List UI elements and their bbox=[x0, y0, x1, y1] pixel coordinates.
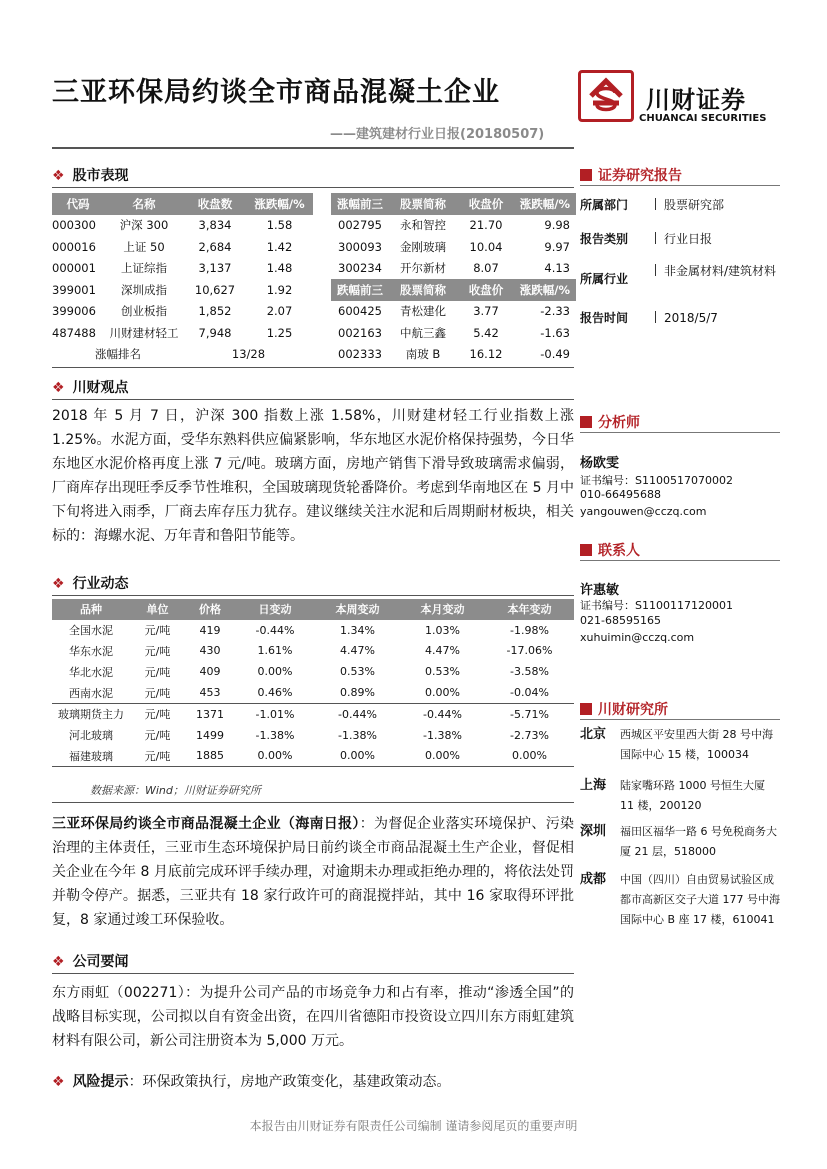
stock-close: 16.12 bbox=[469, 347, 503, 362]
square-bullet-icon bbox=[580, 169, 592, 181]
daily-change: 0.46% bbox=[257, 686, 293, 700]
table-row bbox=[52, 746, 574, 767]
sidebar-divider bbox=[580, 432, 780, 433]
yearly-change: -2.73% bbox=[510, 728, 549, 742]
diamond-bullet-icon: ❖ bbox=[52, 576, 65, 592]
industry-news-paragraph bbox=[52, 812, 574, 932]
index-code: 399006 bbox=[52, 304, 96, 319]
unit: 元/吨 bbox=[144, 686, 171, 700]
index-name: 沪深 300 bbox=[119, 218, 169, 233]
sidebar-divider bbox=[580, 560, 780, 561]
index-code: 487488 bbox=[52, 325, 96, 340]
analyst-name: 杨欧雯 bbox=[580, 456, 620, 471]
price: 453 bbox=[199, 686, 221, 700]
table-row bbox=[52, 703, 574, 724]
contact-email[interactable]: xuhuimin@cczq.com bbox=[580, 631, 695, 644]
table-row bbox=[331, 236, 576, 258]
monthly-change: -1.38% bbox=[423, 728, 462, 742]
column-header: 涨幅前三 bbox=[331, 193, 389, 215]
index-change: 1.58 bbox=[266, 218, 293, 233]
page-title: 三亚环保局约谈全市商品混凝土企业 bbox=[52, 77, 500, 108]
stock-code: 002333 bbox=[338, 347, 382, 362]
unit: 元/吨 bbox=[144, 729, 171, 743]
column-header: 本年变动 bbox=[485, 599, 574, 620]
square-bullet-icon bbox=[580, 703, 592, 715]
monthly-change: 0.00% bbox=[425, 749, 460, 763]
stock-close: 21.70 bbox=[469, 218, 503, 233]
table-row bbox=[331, 215, 576, 237]
stock-close: 8.07 bbox=[473, 261, 499, 276]
sidebar-institute-title: 川财研究所 bbox=[598, 702, 668, 718]
table-row bbox=[331, 322, 576, 344]
logo-english-text: CHUANCAI SECURITIES bbox=[639, 113, 767, 124]
info-label: 报告类别 bbox=[580, 232, 629, 246]
stock-close: 10.04 bbox=[469, 239, 503, 254]
rank-value: 13/28 bbox=[231, 347, 266, 362]
section-industry-title: 行业动态 bbox=[72, 576, 129, 592]
weekly-change: -1.38% bbox=[338, 728, 377, 742]
table-row bbox=[331, 344, 576, 366]
column-header: 价格 bbox=[185, 599, 235, 620]
stock-name: 金刚玻璃 bbox=[400, 239, 446, 254]
column-header: 品种 bbox=[52, 599, 130, 620]
column-header: 本周变动 bbox=[315, 599, 400, 620]
index-change: 1.25 bbox=[266, 325, 293, 340]
risk-label: 风险提示 bbox=[72, 1074, 129, 1090]
product-name: 玻璃期货主力 bbox=[58, 708, 124, 722]
risk-line bbox=[52, 1071, 451, 1091]
stock-code: 300234 bbox=[338, 261, 382, 276]
column-header: 名称 bbox=[104, 193, 184, 215]
info-value: 非金属材料/建筑材料 bbox=[655, 262, 780, 280]
weekly-change: 4.47% bbox=[340, 644, 375, 658]
index-name: 创业板指 bbox=[121, 304, 167, 319]
info-label: 所属行业 bbox=[580, 272, 629, 286]
section-divider bbox=[52, 802, 574, 803]
section-market-heading bbox=[52, 165, 129, 185]
sidebar-report-title: 证券研究报告 bbox=[598, 168, 682, 184]
diamond-bullet-icon: ❖ bbox=[52, 380, 65, 396]
analyst-phone: 010-66495688 bbox=[580, 488, 661, 501]
table-bottom-divider bbox=[52, 367, 574, 368]
price: 1885 bbox=[196, 749, 224, 763]
stock-change: -0.49 bbox=[540, 347, 570, 362]
index-name: 深圳成指 bbox=[121, 282, 167, 297]
table-header-row bbox=[52, 193, 313, 215]
yearly-change: -17.06% bbox=[506, 644, 553, 658]
unit: 元/吨 bbox=[144, 749, 171, 763]
table-row bbox=[52, 258, 313, 280]
footer-disclaimer: 本报告由川财证券有限责任公司编制 谨请参阅尾页的重要声明 bbox=[249, 1119, 578, 1133]
section-industry-heading bbox=[52, 573, 129, 593]
product-name: 华东水泥 bbox=[69, 644, 113, 658]
table-row bbox=[52, 322, 313, 344]
stock-name: 中航三鑫 bbox=[400, 325, 446, 340]
yearly-change: -1.98% bbox=[510, 623, 549, 637]
sidebar-divider bbox=[580, 185, 780, 186]
stock-code: 002163 bbox=[338, 325, 382, 340]
table-header-row bbox=[331, 193, 576, 215]
diamond-bullet-icon: ❖ bbox=[52, 954, 65, 970]
info-value: 2018/5/7 bbox=[655, 311, 718, 325]
unit: 元/吨 bbox=[144, 708, 171, 722]
contact-phone: 021-68595165 bbox=[580, 614, 661, 627]
unit: 元/吨 bbox=[144, 644, 171, 658]
sidebar-analyst-heading bbox=[580, 412, 640, 432]
column-header: 收盘价 bbox=[457, 193, 515, 215]
column-header: 跌幅前三 bbox=[331, 279, 389, 301]
sidebar-divider bbox=[580, 719, 780, 720]
view-paragraph: 2018 年 5 月 7 日，沪深 300 指数上涨 1.58%，川财建材轻工行业指数上涨 1.25%。水泥方面，受华东熟料供应偏紧影响，华东地区水泥价格保持强势，今日华东地区水泥价格再度上涨 7 元/吨。玻璃方面，房地产销售下滑导致玻璃需求偏弱，厂商库存出现旺季反季节性堆积，全国玻璃现货轮番降价。考虑到华南地区在 5 月中下旬将进入雨季，厂商去库存压力犹存。建议继续关注水泥和后周期耐材板块，相关标的：海螺水泥、万年青和鲁阳节能等。 bbox=[52, 408, 574, 544]
risk-text: ：环保政策执行，房地产政策变化，基建政策动态。 bbox=[128, 1074, 451, 1090]
stock-change: 4.13 bbox=[544, 261, 570, 276]
weekly-change: -0.44% bbox=[338, 707, 377, 721]
table-row bbox=[52, 301, 313, 323]
table-header-row bbox=[52, 599, 574, 620]
column-header: 股票简称 bbox=[389, 279, 457, 301]
stock-change: -1.63 bbox=[540, 325, 570, 340]
section-divider bbox=[52, 187, 574, 188]
product-name: 西南水泥 bbox=[69, 686, 113, 700]
news-headline: 三亚环保局约谈全市商品混凝土企业（海南日报） bbox=[52, 816, 360, 832]
monthly-change: 1.03% bbox=[425, 623, 460, 637]
stock-change: 9.98 bbox=[544, 218, 570, 233]
sidebar-contact-title: 联系人 bbox=[598, 543, 640, 559]
price: 1371 bbox=[196, 707, 224, 721]
sidebar-contact-heading bbox=[580, 540, 640, 560]
header-divider bbox=[52, 147, 574, 149]
index-change: 1.92 bbox=[266, 282, 293, 297]
market-movers-table bbox=[331, 193, 576, 365]
stock-name: 青松建化 bbox=[400, 304, 446, 319]
diamond-bullet-icon: ❖ bbox=[52, 168, 65, 184]
company-paragraph: 东方雨虹（002271）：为提升公司产品的市场竞争力和占有率，推动“渗透全国”的战略目标实现，公司拟以自有资金出资，在四川省德阳市投资设立四川东方雨虹建筑材料有限公司，新公司注册资本为 5,000 万元。 bbox=[52, 985, 574, 1049]
unit: 元/吨 bbox=[144, 624, 171, 638]
yearly-change: -3.58% bbox=[510, 665, 549, 679]
table-row bbox=[52, 682, 574, 703]
product-name: 福建玻璃 bbox=[69, 749, 113, 763]
stock-code: 002795 bbox=[338, 218, 382, 233]
weekly-change: 0.00% bbox=[340, 749, 375, 763]
info-value: 行业日报 bbox=[655, 230, 712, 247]
column-header: 本月变动 bbox=[400, 599, 485, 620]
table-row bbox=[52, 279, 313, 301]
column-header: 代码 bbox=[52, 193, 104, 215]
column-header: 涨跌幅/% bbox=[515, 279, 576, 301]
unit: 元/吨 bbox=[144, 665, 171, 679]
stock-close: 3.77 bbox=[473, 304, 499, 319]
price: 1499 bbox=[196, 728, 224, 742]
table-row bbox=[52, 661, 574, 682]
industry-price-table bbox=[52, 599, 574, 767]
monthly-change: 0.00% bbox=[425, 686, 460, 700]
analyst-cert: 证书编号：S1100517070002 bbox=[580, 474, 733, 487]
column-header: 收盘数 bbox=[184, 193, 246, 215]
office-address: 福田区福华一路 6 号免税商务大厦 21 层，518000 bbox=[620, 825, 777, 858]
price: 409 bbox=[199, 665, 221, 679]
stock-change: 9.97 bbox=[544, 239, 570, 254]
index-close: 7,948 bbox=[198, 325, 232, 340]
daily-change: 0.00% bbox=[257, 749, 293, 763]
index-close: 2,684 bbox=[198, 239, 232, 254]
index-close: 1,852 bbox=[198, 304, 232, 319]
section-divider bbox=[52, 973, 574, 974]
column-header: 单位 bbox=[130, 599, 185, 620]
data-source-note: 数据来源：Wind；川财证券研究所 bbox=[90, 784, 261, 797]
monthly-change: -0.44% bbox=[423, 707, 462, 721]
section-view-title: 川财观点 bbox=[72, 380, 129, 396]
yearly-change: 0.00% bbox=[512, 749, 547, 763]
logo-text: 川财证券 bbox=[646, 86, 746, 114]
section-market-title: 股市表现 bbox=[72, 168, 129, 184]
info-label: 报告时间 bbox=[580, 311, 629, 325]
table-header-row bbox=[331, 279, 576, 301]
weekly-change: 0.53% bbox=[340, 665, 375, 679]
index-code: 000300 bbox=[52, 218, 96, 233]
table-row bbox=[52, 236, 313, 258]
yearly-change: -0.04% bbox=[510, 686, 549, 700]
office-city: 上海 bbox=[580, 778, 607, 793]
rank-label: 涨幅排名 bbox=[95, 347, 141, 362]
stock-close: 5.42 bbox=[473, 325, 499, 340]
price: 419 bbox=[199, 623, 221, 637]
office-city: 北京 bbox=[580, 727, 607, 742]
column-header: 涨跌幅/% bbox=[515, 193, 576, 215]
office-address: 西城区平安里西大街 28 号中海国际中心 15 楼，100034 bbox=[620, 728, 773, 761]
index-code: 399001 bbox=[52, 282, 96, 297]
index-name: 上证 50 bbox=[123, 239, 165, 254]
product-name: 华北水泥 bbox=[69, 665, 113, 679]
daily-change: -1.01% bbox=[255, 707, 295, 721]
info-value: 股票研究部 bbox=[655, 196, 724, 213]
stock-name: 永和智控 bbox=[400, 218, 446, 233]
sidebar-institute-heading bbox=[580, 699, 668, 719]
product-name: 全国水泥 bbox=[69, 624, 113, 638]
info-label: 所属部门 bbox=[580, 198, 629, 212]
office-city: 成都 bbox=[580, 872, 607, 887]
index-name: 上证综指 bbox=[121, 261, 167, 276]
analyst-email[interactable]: yangouwen@cczq.com bbox=[580, 505, 707, 518]
table-row bbox=[52, 725, 574, 746]
diamond-bullet-icon: ❖ bbox=[52, 1074, 65, 1090]
index-name: 川财建材轻工 bbox=[109, 325, 179, 340]
table-row bbox=[331, 301, 576, 323]
logo-icon bbox=[578, 70, 634, 122]
news-body: ：为督促企业落实环境保护、污染治理的主体责任，三亚市生态环境保护局日前约谈全市商品混凝土生产企业，督促相关企业在今年 8 月底前完成环评手续办理，对逾期未办理或拒绝办理的，将依法处罚并勒令停产。据悉，三亚共有 18 家行政许可的商混搅拌站，其中 16 家取得环评批复，8 家通过竣工环保验收。 bbox=[52, 816, 575, 928]
index-close: 3,834 bbox=[198, 218, 232, 233]
index-code: 000001 bbox=[52, 261, 96, 276]
yearly-change: -5.71% bbox=[510, 707, 549, 721]
column-header: 日变动 bbox=[235, 599, 315, 620]
office-address: 陆家嘴环路 1000 号恒生大厦 11 楼，200120 bbox=[620, 779, 765, 812]
column-header: 股票简称 bbox=[389, 193, 457, 215]
contact-name: 许惠敏 bbox=[580, 583, 620, 598]
price: 430 bbox=[199, 644, 221, 658]
stock-name: 开尔新材 bbox=[400, 261, 446, 276]
daily-change: -1.38% bbox=[255, 728, 295, 742]
monthly-change: 4.47% bbox=[425, 644, 460, 658]
table-row bbox=[52, 620, 574, 641]
stock-name: 南玻 B bbox=[405, 347, 441, 362]
section-view-heading bbox=[52, 377, 129, 397]
column-header: 收盘价 bbox=[457, 279, 515, 301]
index-close: 3,137 bbox=[198, 261, 232, 276]
stock-code: 300093 bbox=[338, 239, 382, 254]
section-company-title: 公司要闻 bbox=[72, 954, 129, 970]
table-row bbox=[331, 258, 576, 280]
section-company-heading bbox=[52, 951, 129, 971]
index-change: 1.48 bbox=[266, 261, 293, 276]
table-row bbox=[52, 641, 574, 662]
table-row bbox=[52, 215, 313, 237]
product-name: 河北玻璃 bbox=[69, 729, 113, 743]
index-code: 000016 bbox=[52, 239, 96, 254]
section-divider bbox=[52, 399, 574, 400]
stock-change: -2.33 bbox=[540, 304, 570, 319]
weekly-change: 0.89% bbox=[340, 686, 375, 700]
daily-change: 1.61% bbox=[257, 644, 293, 658]
index-close: 10,627 bbox=[194, 282, 236, 297]
market-index-table bbox=[52, 193, 313, 365]
index-change: 1.42 bbox=[266, 239, 293, 254]
index-change: 2.07 bbox=[266, 304, 293, 319]
table-row bbox=[52, 344, 313, 366]
daily-change: -0.44% bbox=[255, 623, 295, 637]
weekly-change: 1.34% bbox=[340, 623, 375, 637]
section-divider bbox=[52, 595, 574, 596]
sidebar-analyst-title: 分析师 bbox=[598, 415, 640, 431]
column-header: 涨跌幅/% bbox=[246, 193, 313, 215]
monthly-change: 0.53% bbox=[425, 665, 460, 679]
square-bullet-icon bbox=[580, 544, 592, 556]
contact-cert: 证书编号：S1100117120001 bbox=[580, 599, 733, 612]
page-subtitle: ——建筑建材行业日报(20180507) bbox=[330, 127, 545, 142]
sidebar-report-heading bbox=[580, 165, 682, 185]
stock-code: 600425 bbox=[338, 304, 382, 319]
square-bullet-icon bbox=[580, 416, 592, 428]
daily-change: 0.00% bbox=[257, 665, 293, 679]
office-address: 中国（四川）自由贸易试验区成都市高新区交子大道 177 号中海国际中心 B 座 17 楼，610041 bbox=[620, 873, 780, 926]
office-city: 深圳 bbox=[580, 824, 607, 839]
